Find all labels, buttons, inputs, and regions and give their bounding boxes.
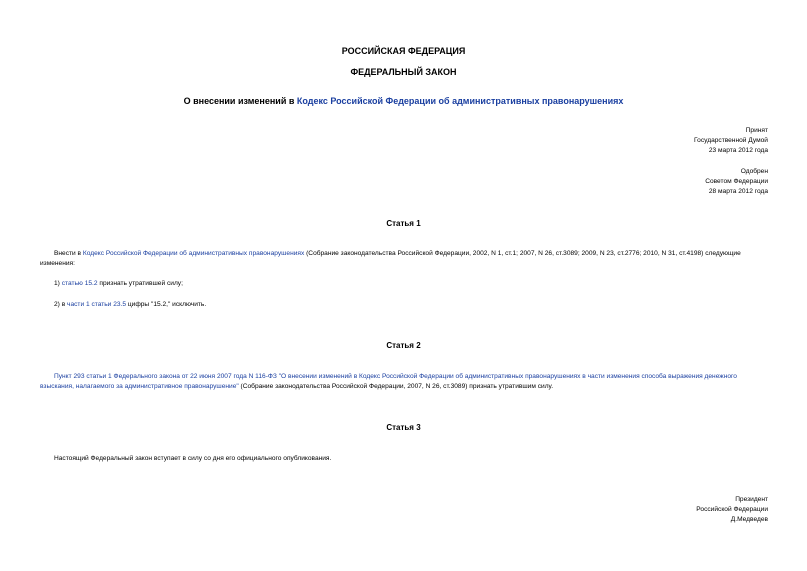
- country-heading: РОССИЙСКАЯ ФЕДЕРАЦИЯ: [341, 46, 466, 56]
- adopted-body: Государственной Думой: [694, 137, 768, 144]
- article1-item1: [40, 279, 770, 289]
- signature-country: Российской Федерации: [696, 506, 768, 513]
- article2-paragraph: [40, 372, 770, 392]
- item2-suffix: цифры "15.2," исключить.: [126, 301, 207, 308]
- signature-name: Д.Медведев: [730, 516, 768, 523]
- article1-item2: [40, 300, 770, 310]
- item1-prefix: 1): [54, 280, 62, 287]
- law-type-heading: ФЕДЕРАЛЬНЫЙ ЗАКОН: [350, 67, 457, 77]
- item1-link[interactable]: статью 15.2: [61, 280, 98, 287]
- item1-suffix: признать утратившей силу;: [97, 280, 183, 287]
- law-title-link[interactable]: Кодекс Российской Федерации об административных правонарушениях: [296, 96, 624, 106]
- law-title: [0, 96, 807, 106]
- article2-heading: Статья 2: [386, 341, 421, 350]
- signature-block: [696, 495, 768, 525]
- approved-date: 28 марта 2012 года: [708, 188, 768, 195]
- adopted-block: [694, 126, 768, 156]
- article1-text-prefix: Внести в: [54, 250, 83, 257]
- adopted-label: Принят: [745, 127, 768, 134]
- article1-code-link[interactable]: Кодекс Российской Федерации об административных правонарушениях: [82, 250, 305, 257]
- approved-label: Одобрен: [740, 168, 768, 175]
- item2-prefix: 2) в: [54, 301, 68, 308]
- article1-text-suffix: (Собрание законодательства Российской Федерации, 2002, N 1, ст.1; 2007, N 26, ст.3089; 2009, N 23, ст.2776; 2010, N 31, ст.4198) следующие изменения:: [40, 250, 741, 267]
- article3-paragraph: Настоящий Федеральный закон вступает в силу со дня его официального опубликования.: [54, 455, 332, 462]
- article1-heading: Статья 1: [386, 219, 421, 228]
- article3-heading: Статья 3: [386, 423, 421, 432]
- item2-link[interactable]: части 1 статьи 23.5: [67, 301, 127, 308]
- article1-paragraph: [40, 249, 770, 269]
- approved-body: Советом Федерации: [705, 178, 768, 185]
- article2-text-suffix: (Собрание законодательства Российской Федерации, 2007, N 26, ст.3089) признать утратившим силу.: [238, 383, 554, 390]
- adopted-date: 23 марта 2012 года: [708, 147, 768, 154]
- law-title-prefix: О внесении изменений в: [183, 96, 297, 106]
- approved-block: [705, 167, 768, 197]
- signature-title: Президент: [735, 496, 768, 503]
- article2-law-link[interactable]: Пункт 293 статьи 1 Федерального закона от 22 июня 2007 года N 116-ФЗ "О внесении изменений в Кодекс Российской Федерации об административных правонарушениях в части изменения способа выражения денежного взыскания, налагаемого за административное правонарушение": [40, 373, 737, 390]
